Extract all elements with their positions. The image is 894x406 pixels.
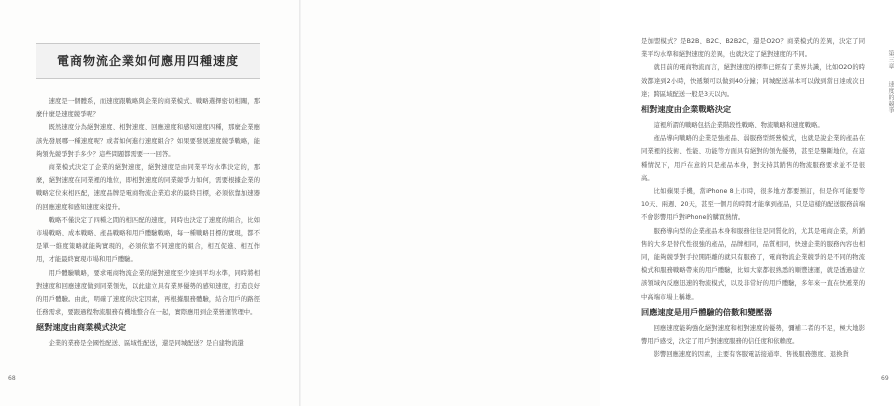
left-page <box>0 0 300 406</box>
section-title-box <box>36 43 260 79</box>
body-paragraph: 產品導向戰略的企業是強產品、弱服務型經營模式，也就是說企業的產品在同業裡的技術、性能、功能等方面具有絕對的領先優勢，甚至是壟斷地位，在這種情況下，用戶在意的只是產品本身，對支持其銷售的物流服務要求並不是很高。 <box>641 135 865 182</box>
body-paragraph: 商業模式決定了企業的絕對速度，絕對速度是由同業平均水準決定的，那麼，絕對速度在同業裡的地位，即相對速度的同業競爭力如何，需要根據企業的戰略定位來相匹配，速度品牌是電商物流企業追求的最終目標，必須依靠加速器的回應速度和感知速度來提升。 <box>36 164 260 211</box>
right-page <box>300 0 894 406</box>
body-paragraph: 是加盟模式？是B2B、B2C、B2B2C，還是O2O？商業模式的差異，決定了同業平均水準和絕對速度的差異，也就決定了絕對速度的不同。 <box>641 38 865 59</box>
body-paragraph: 這裡所謂的戰略包括企業階段性戰略、物流戰略和速度戰略。 <box>653 122 824 130</box>
body-paragraph: 用戶體驗戰略，要求電商物流企業的絕對速度至少達到平均水準，同時將相對速度和回應速度做到同業領先，以此建立具有業界優勢的感知速度，打造良好的用戶體驗。由此，明確了速度的決定因素，再根據服務體驗，結合用戶的路徑任務需求，要跟過程物流服務有機地整合在一起，實際應用到企業營運管理中。 <box>36 269 260 317</box>
body-paragraph: 速度是一個體系，而速度跟戰略與企業的商業模式、戰略選擇密切相關，那麼什麼是速度競爭呢？ <box>36 98 260 119</box>
section-heading: 回應速度是用戶體驗的倍數和變壓器 <box>641 306 773 317</box>
chapter-number: 第三章 <box>887 50 894 70</box>
body-paragraph: 戰略不僅決定了四種之間的相匹配的速度，同時也決定了速度的組合，比如市場戰略、成本戰略、產品戰略和用戶體驗戰略，每一種戰略目標的實現，都不是單一維度策略就能夠實現的，必須依靠不同速度的組合，相互促進、相互作用，才能最終實現市場和用戶體驗。 <box>36 216 260 264</box>
left-page-body <box>36 95 260 351</box>
body-paragraph: 回應速度能夠強化絕對速度和相對速度的優勢，彌補二者的不足，極大地影響用戶感受，決定了用戶對速度服務的信任度和依賴度。 <box>641 324 865 346</box>
body-paragraph: 影響回應速度的因素，主要有客服電話接通率、售後服務態度、退換貨 <box>653 351 849 359</box>
chapter-side-tab <box>882 50 894 142</box>
page-number-left: 68 <box>8 375 16 382</box>
body-paragraph: 既然速度分為絕對速度、相對速度、回應速度和感知速度四種，那麼企業應該先發展哪一種速度呢？或者如何進行速度組合？如果要發展速度競爭戰略，能夠領先競爭對手多少？這些問題都需要一一回答。 <box>36 124 260 158</box>
body-paragraph: 服務導向型的企業產品本身和服務往往是同質化的，尤其是電商企業，所銷售的大多是替代性很強的產品，品牌相同，品質相同，快速企業的服務內容也相同，能夠競爭對手拉開距離的就只有服務了，電商物流企業競爭的是不同的物流模式和服務戰略帶來的用戶體驗，比如大家都很熟悉的順豐速運，就是透過建立該領域內反應迅速的物流模式，以及非常好的用戶體驗，多年來一直在快遞業的中高端市場上稱雄。 <box>641 227 865 301</box>
section-heading: 絕對速度由商業模式決定 <box>36 322 127 333</box>
right-page-body <box>641 35 865 361</box>
body-paragraph: 企業的業務是全國性配送、區域性配送，還是同城配送？是自建物流還 <box>48 340 244 348</box>
section-title: 電商物流企業如何應用四種速度 <box>56 54 239 68</box>
chapter-name: 速度的競爭 <box>887 81 894 114</box>
body-paragraph: 就目前的電商物流而言，絕對速度的標準已經有了業界共識，比如O2O的時效都達到2小時，快遞類可以做到40分鐘；同城配送基本可以做到當日達或次日達；跨區域配送一般是3天以內。 <box>641 64 865 98</box>
section-heading: 相對速度由企業戰略決定 <box>641 104 732 115</box>
page-number-right: 69 <box>881 375 889 382</box>
body-paragraph: 比如蘋果手機，當iPhone 8上市時，很多地方都要預訂，但是你可能要等10天、兩週、20天，甚至一個月的時間才能拿到產品，只是這樣的配送服務前端不會影響用戶對iPhone的購買熱情。 <box>641 188 865 222</box>
